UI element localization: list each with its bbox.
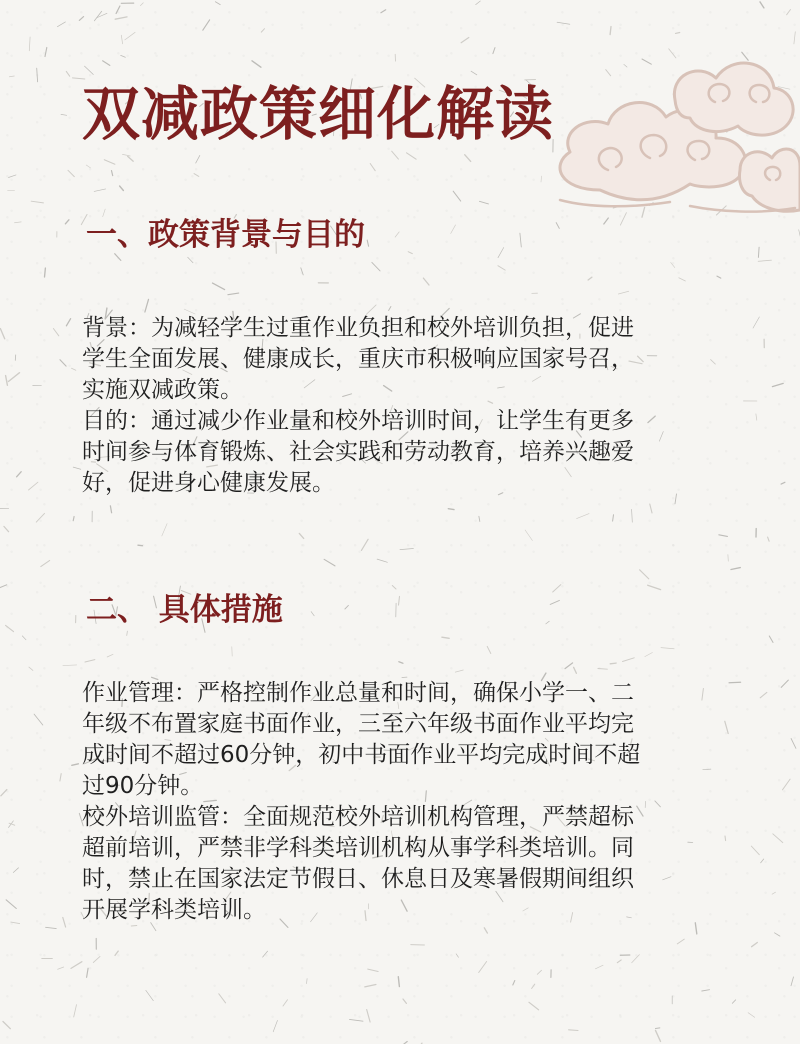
paper-fiber (377, 559, 387, 562)
paper-fiber (451, 225, 456, 234)
paragraph-purpose: 目的：通过减少作业量和校外培训时间，让学生有更多 时间参与体育锻炼、社会实践和劳动教育，培养兴趣爱 好，促进身心健康发展。 (82, 408, 634, 496)
paper-fiber (372, 262, 380, 271)
paper-fiber (632, 509, 633, 522)
paper-fiber (41, 560, 50, 566)
paper-fiber (577, 514, 590, 519)
paper-fiber (9, 175, 17, 178)
paper-fiber (9, 76, 14, 77)
paper-fiber (301, 268, 303, 275)
paper-fiber (389, 307, 391, 311)
paper-fiber (45, 48, 47, 57)
paper-fiber (123, 154, 131, 156)
paper-fiber (479, 516, 480, 521)
paper-fiber (588, 277, 592, 280)
paper-fiber (448, 509, 454, 510)
paper-fiber (498, 248, 504, 258)
paper-fiber (400, 549, 413, 550)
paper-fiber (656, 1030, 661, 1041)
paper-fiber (120, 186, 124, 191)
paper-fiber (565, 663, 573, 669)
paper-fiber (758, 260, 771, 261)
paper-fiber (228, 293, 239, 295)
paper-fiber (116, 6, 120, 14)
paper-fiber (79, 17, 83, 21)
paper-fiber (72, 368, 76, 370)
paper-fiber (725, 721, 728, 733)
paper-fiber (213, 283, 225, 290)
paper-fiber (361, 539, 368, 550)
paper-fiber (640, 570, 649, 579)
paper-fiber (45, 268, 46, 277)
paper-fiber (350, 1019, 364, 1021)
paper-fiber (273, 1020, 277, 1031)
paper-fiber (345, 605, 349, 609)
paper-fiber (729, 682, 741, 683)
paper-fiber (476, 1, 481, 5)
paper-fiber (574, 667, 577, 673)
paper-fiber (367, 240, 368, 246)
paper-fiber (456, 954, 458, 958)
paper-fiber (537, 970, 541, 974)
paper-fiber (1, 790, 7, 796)
paper-fiber (115, 17, 127, 19)
paper-fiber (732, 1000, 735, 1004)
paper-fiber (73, 467, 81, 469)
paper-fiber (513, 981, 515, 986)
paper-fiber (128, 156, 134, 161)
paper-fiber (104, 160, 115, 165)
paragraph-homework-management: 作业管理：严格控制作业总量和时间，确保小学一、二 年级不布置家庭书面作业，三至六年级书面作业平均完 成时间不超过60分钟，初中书面作业平均完成时间不超 过90分钟。 (82, 680, 641, 799)
paper-fiber (194, 174, 199, 177)
paper-fiber (748, 1013, 755, 1018)
paper-fiber (93, 956, 100, 962)
paper-fiber (6, 900, 16, 909)
paper-fiber (299, 533, 303, 538)
paper-fiber (768, 537, 770, 541)
paper-fiber (610, 663, 616, 664)
paper-fiber (725, 836, 726, 841)
paper-fiber (381, 10, 386, 13)
paper-fiber (86, 165, 90, 168)
paper-fiber (146, 990, 154, 1000)
paper-fiber (57, 22, 65, 27)
paper-fiber (311, 612, 314, 616)
paper-fiber (399, 596, 400, 605)
paper-fiber (595, 965, 603, 969)
paper-fiber (407, 153, 417, 159)
section-heading-background-purpose: 一、政策背景与目的 (86, 217, 365, 253)
paper-fiber (36, 513, 44, 522)
paper-fiber (34, 714, 43, 725)
paper-fiber (196, 155, 200, 163)
paper-fiber (781, 680, 788, 687)
paper-fiber (72, 764, 79, 766)
paper-fiber (203, 20, 210, 30)
paper-fiber (661, 648, 674, 649)
paper-fiber (125, 32, 135, 40)
paper-fiber (60, 360, 66, 366)
paper-fiber (395, 232, 399, 237)
paper-fiber (556, 223, 559, 229)
paper-fiber (751, 846, 759, 855)
paper-fiber (392, 151, 399, 159)
paper-fiber (13, 868, 18, 873)
paper-fiber (791, 739, 796, 749)
paper-fiber (550, 600, 559, 604)
paper-fiber (121, 55, 126, 57)
paper-fiber (569, 1030, 578, 1031)
paper-fiber (29, 667, 33, 670)
paper-fiber (283, 1000, 288, 1006)
paper-fiber (479, 962, 487, 973)
paper-fiber (398, 977, 399, 987)
paper-fiber (115, 951, 118, 955)
paper-fiber (598, 669, 608, 670)
paper-fiber (127, 631, 128, 635)
paper-fiber (263, 951, 268, 957)
paper-fiber (85, 66, 94, 74)
paper-fiber (650, 504, 652, 513)
paper-fiber (63, 665, 77, 666)
paper-fiber (110, 506, 111, 513)
paper-fiber (719, 535, 728, 537)
paper-fiber (87, 968, 89, 977)
paper-fiber (73, 517, 74, 521)
paper-fiber (553, 585, 561, 592)
paper-fiber (758, 247, 759, 257)
paper-fiber (787, 10, 791, 15)
paper-fiber (11, 922, 20, 924)
paper-fiber (645, 653, 653, 657)
paper-fiber (0, 329, 4, 339)
paper-fiber (53, 329, 58, 336)
paper-fiber (0, 585, 7, 588)
paper-fiber (623, 658, 635, 662)
section-body-measures (82, 678, 722, 926)
paper-fiber (679, 278, 686, 281)
paper-fiber (455, 670, 463, 672)
paper-fiber (112, 171, 113, 176)
paper-fiber (423, 278, 429, 285)
paper-fiber (773, 834, 783, 843)
paper-fiber (403, 999, 406, 1003)
paper-fiber (618, 291, 628, 294)
paper-fiber (162, 524, 167, 536)
paper-fiber (37, 68, 38, 82)
paper-fiber (442, 637, 449, 638)
paper-fiber (71, 962, 82, 969)
paper-fiber (367, 1010, 370, 1022)
paper-fiber (74, 1005, 77, 1017)
paper-fiber (775, 933, 780, 936)
paper-fiber (772, 383, 783, 386)
paper-fiber (103, 61, 110, 66)
paper-fiber (68, 170, 74, 176)
paper-fiber (370, 164, 375, 171)
paper-fiber (6, 376, 8, 386)
paper-fiber (392, 586, 396, 590)
paper-fiber (772, 892, 775, 894)
paper-fiber (22, 636, 26, 640)
paper-fiber (783, 779, 791, 790)
paper-fiber (529, 1002, 539, 1010)
paper-fiber (399, 662, 403, 664)
page-title: 双减政策细化解读 (82, 80, 555, 148)
paper-fiber (520, 233, 521, 247)
paper-fiber (261, 29, 264, 32)
section-heading-measures: 二、 具体措施 (86, 592, 283, 628)
paragraph-background: 背景：为减轻学生过重作业负担和校外培训负担，促进 学生全面发展、健康成长，重庆市积极响应国家号召， 实施双减政策。 (82, 315, 634, 403)
paper-fiber (702, 990, 710, 991)
paper-fiber (324, 559, 335, 566)
paper-fiber (6, 625, 14, 631)
paper-fiber (140, 3, 143, 6)
paper-fiber (632, 955, 640, 963)
paper-fiber (60, 774, 61, 781)
paper-fiber (368, 969, 378, 971)
paper-fiber (63, 918, 66, 928)
paper-fiber (94, 189, 106, 192)
paper-fiber (307, 979, 308, 984)
paper-fiber (138, 545, 142, 546)
paper-fiber (761, 859, 764, 863)
paper-fiber (188, 257, 193, 263)
paragraph-training-supervision: 校外培训监管：全面规范校外培训机构管理，严禁超标 超前培训，严禁非学科类培训机构从事学科类培训。同 时，禁止在国家法定节假日、休息日及寒暑假期间组织 开展学科类培训。 (82, 804, 634, 923)
paper-fiber (3, 1022, 10, 1029)
paper-fiber (781, 482, 785, 484)
paper-fiber (760, 692, 767, 697)
paper-fiber (617, 960, 621, 963)
paper-fiber (756, 414, 757, 420)
paper-fiber (107, 654, 113, 657)
paper-fiber (58, 967, 64, 969)
paper-fiber (17, 472, 22, 477)
paper-fiber (525, 530, 532, 541)
paper-fiber (671, 262, 675, 267)
paper-fiber (215, 2, 220, 5)
paper-fiber (31, 201, 43, 203)
paper-fiber (656, 1028, 660, 1029)
paper-fiber (613, 515, 614, 521)
paper-fiber (252, 61, 261, 67)
paper-fiber (46, 927, 57, 928)
paper-fiber (121, 35, 122, 44)
paper-fiber (145, 299, 149, 312)
section-body-background-purpose (82, 313, 722, 499)
paper-fiber (15, 222, 22, 223)
paper-fiber (66, 319, 70, 326)
paper-fiber (65, 220, 69, 224)
paper-fiber (365, 985, 376, 987)
paper-fiber (753, 317, 759, 328)
paper-fiber (85, 660, 95, 662)
paper-fiber (29, 482, 38, 490)
paper-fiber (677, 939, 684, 944)
paper-fiber (487, 646, 491, 653)
paper-fiber (546, 621, 550, 624)
paper-fiber (498, 266, 505, 270)
paper-fiber (752, 943, 758, 947)
paper-fiber (648, 585, 661, 589)
paper-fiber (219, 994, 226, 1003)
paper-fiber (9, 823, 15, 825)
paper-fiber (532, 984, 535, 988)
paper-fiber (791, 977, 794, 986)
paper-fiber (731, 568, 740, 570)
paper-fiber (61, 114, 67, 115)
paper-fiber (408, 252, 412, 254)
paper-fiber (29, 37, 30, 51)
paper-fiber (4, 526, 9, 531)
paper-fiber (760, 2, 764, 8)
paper-fiber (484, 928, 487, 933)
paper-fiber (717, 276, 721, 278)
paper-fiber (66, 71, 69, 76)
paper-fiber (9, 373, 20, 382)
paper-fiber (769, 636, 773, 642)
